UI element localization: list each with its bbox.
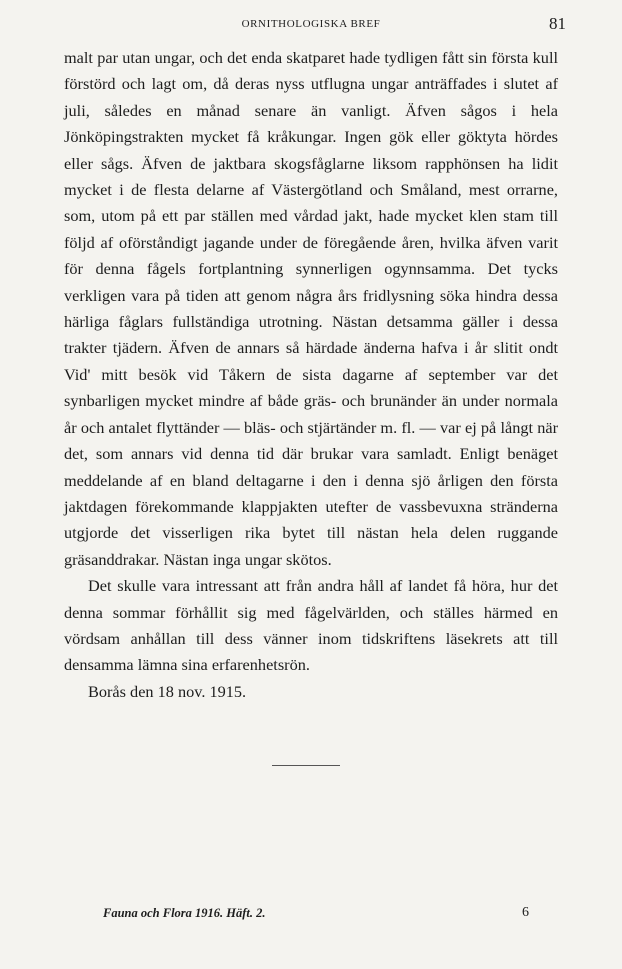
page-number: 81 — [549, 14, 566, 33]
paragraph-request: Det skulle vara intressant att från andra håll af landet få höra, hur det denna sommar förhållit sig med fågelvärlden, och ställes härmed en vördsam anhållan till dess vänner inom tidskriftens läsekrets att till densamma lämna sina erfarenhetsrön. — [64, 576, 558, 675]
paragraph-continued: malt par utan ungar, och det enda skatparet hade tydligen fått sin första kull förstörd och lagt om, då deras nyss utflugna ungar anträffades i slutet af juli, således en månad senare än vanligt. Äfven sågos i hela Jönköpingstrakten mycket få kråkungar. Ingen gök eller göktyta hördes eller sågs. Äfven de jaktbara skogsfåglarne liksom rapphönsen ha lidit mycket i de flesta delarne af Västergötland och Småland, mest orrarne, som, utom på ett par ställen med vårdad jakt, hade mycket klen stam till följd af oförståndigt jagande under de föregående åren, hvilka äfven varit för denna fågels fortplantning synnerligen ogynnsamma. Det tycks verkligen vara på tiden att genom några års fridlysning söka hindra dessa härliga fåglars fullständiga utrotning. Nästan detsamma gäller i dessa trakter tjädern. Äfven de annars så härdade änderna hafva i år slitit ondt Vid' mitt besök vid Tåkern de sista dagarne af september var det synbarligen mycket mindre af både gräs- och brunänder än under normala år och antalet flyttänder — bläs- och stjärtänder m. fl. — var ej på långt när det, som annars vid denna tid där brukar vara samladt. Enligt benäget meddelande af en bland deltagarne i den i denna sjö årligen den första jaktdagen förekommande klappjakten utefter de vassbevuxna stränderna utgjorde det visserligen rika bytet till nästan hela delen ruggande gräsanddrakar. Nästan inga ungar skötos. — [64, 48, 558, 569]
body-text — [64, 45, 558, 705]
running-head: ORNITHOLOGISKA BREF — [241, 18, 381, 30]
dateline: Borås den 18 nov. 1915. — [88, 681, 247, 701]
signature-mark: 6 — [522, 905, 529, 920]
footer-source: Fauna och Flora 1916. Häft. 2. — [103, 906, 266, 920]
section-divider — [272, 765, 340, 766]
